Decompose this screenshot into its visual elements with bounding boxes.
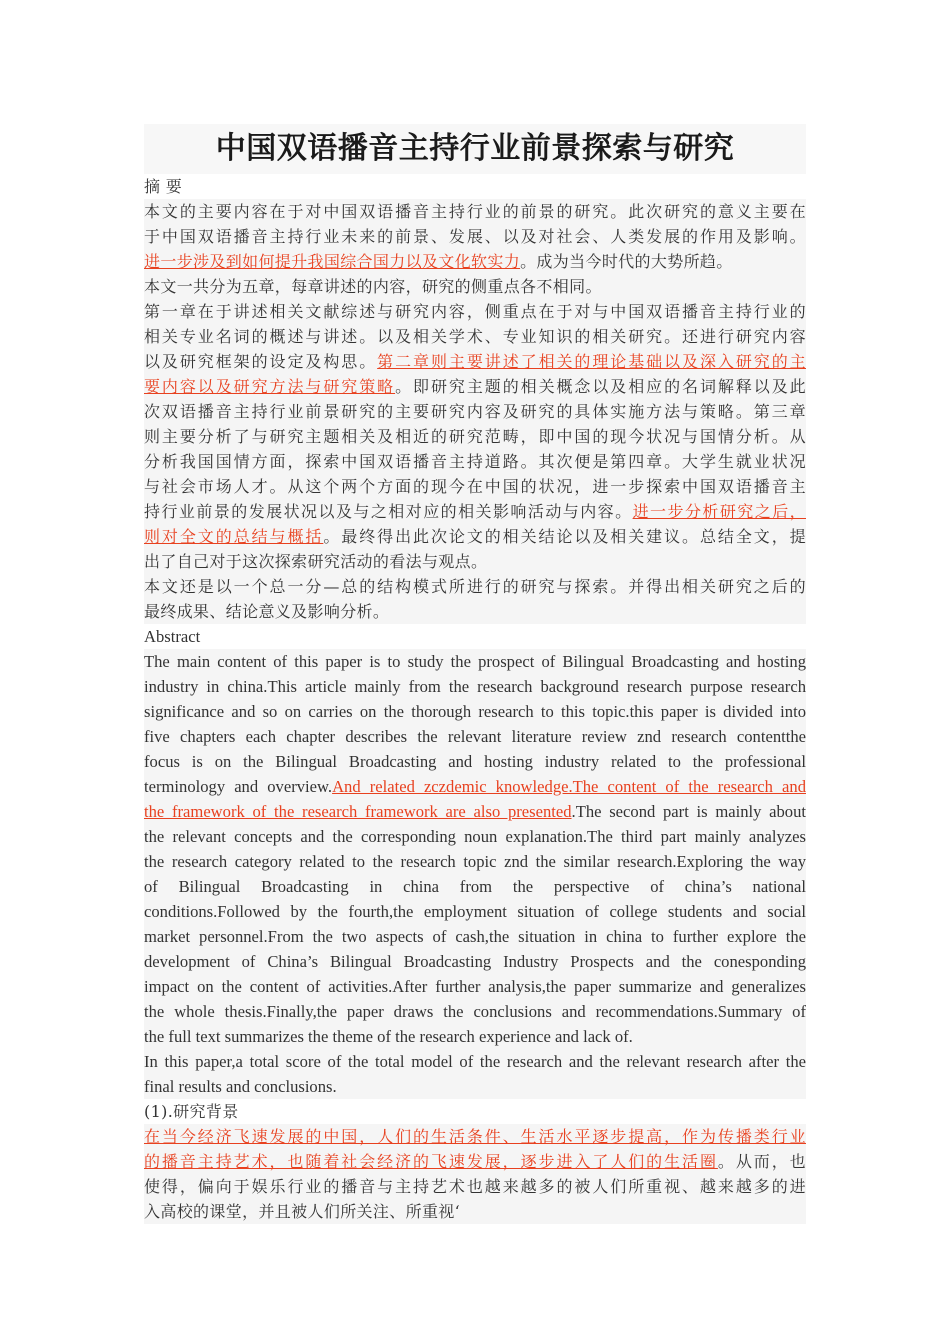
section-heading-research-background: (1).研究背景 (144, 1102, 239, 1121)
text-line (144, 349, 806, 374)
text-line: 与社会市场人才。从这个两个方面的现今在中国的状况，进一步探索中国双语播音主 (144, 474, 806, 499)
text-line (144, 1124, 806, 1149)
highlighted-text: 进一步涉及到如何提升我国综合国力以及文化软实力 (144, 252, 521, 271)
research-background-paragraph (144, 1124, 806, 1224)
text-line: 第一章在于讲述相关文献综述与研究内容，侧重点在于对与中国双语播音主持行业的 (144, 299, 806, 324)
abstract-zh-heading: 摘 要 (144, 177, 183, 196)
highlighted-text: 第二章则主要讲述了相关的理论基础以及深入研究的主 (377, 352, 806, 371)
abstract-en-paragraph-1 (144, 649, 806, 1049)
text-span: 持行业前景的发展状况以及与之相对应的相关影响活动与内容。 (144, 502, 633, 521)
abstract-zh-paragraph-4 (144, 574, 806, 624)
highlighted-text: 要内容以及研究方法与研究策略 (144, 377, 396, 396)
text-line (144, 249, 806, 274)
text-line: the relevant concepts and the corresponding noun explanation.The third part mainly analyzes (144, 824, 806, 849)
text-line (144, 799, 806, 824)
text-line: In this paper,a total score of the total model of the research and the relevant research after the (144, 1049, 806, 1074)
highlighted-text: 进一步分析研究之后， (632, 502, 806, 521)
text-span: terminology and overview. (144, 777, 333, 796)
text-line (144, 524, 806, 549)
document-title: 中国双语播音主持行业前景探索与研究 (144, 124, 806, 174)
text-line (144, 374, 806, 399)
highlighted-text: And related zczdemic knowledge.The content of the research and (332, 777, 806, 796)
text-line: industry in china.This article mainly from the research background research purpose research (144, 674, 806, 699)
text-line: 本文的主要内容在于对中国双语播音主持行业的前景的研究。此次研究的意义主要在 (144, 199, 806, 224)
text-line: 分析我国国情方面，探索中国双语播音主持道路。其次便是第四章。大学生就业状况 (144, 449, 806, 474)
text-line: 最终成果、结论意义及影响分析。 (144, 599, 806, 624)
highlighted-text: 则对全文的总结与概括 (144, 527, 324, 546)
text-span: 。最终得出此次论文的相关结论以及相关建议。总结全文，提 (323, 527, 806, 546)
text-line: significance and so on carries on the thorough research to this topic.this paper is divided into (144, 699, 806, 724)
text-line: 次双语播音主持行业前景研究的主要研究内容及研究的具体实施方法与策略。第三章 (144, 399, 806, 424)
text-line: 于中国双语播音主持行业未来的前景、发展、以及对社会、人类发展的作用及影响。 (144, 224, 806, 249)
text-line: 相关专业名词的概述与讲述。以及相关学术、专业知识的相关研究。还进行研究内容 (144, 324, 806, 349)
text-line (144, 1149, 806, 1174)
text-line: impact on the content of activities.After further analysis,the paper summarize and generalizes (144, 974, 806, 999)
text-line (144, 774, 806, 799)
text-line: 出了自己对于这次探索研究活动的看法与观点。 (144, 549, 806, 574)
text-span: 。即研究主题的相关概念以及相应的名词解释以及此 (395, 377, 806, 396)
abstract-en-paragraph-2 (144, 1049, 806, 1099)
text-line: conditions.Followed by the fourth,the employment situation of college students and social (144, 899, 806, 924)
text-line: the full text summarizes the theme of the research experience and lack of. (144, 1024, 806, 1049)
highlighted-text: the framework of the research framework are also presented (144, 802, 572, 821)
text-span: 。从而，也 (717, 1152, 806, 1171)
text-span: .The second part is mainly about (571, 802, 806, 821)
text-span: 。成为当今时代的大势所趋。 (520, 252, 733, 271)
text-line: 本文还是以一个总一分—总的结构模式所进行的研究与探索。并得出相关研究之后的 (144, 574, 806, 599)
highlighted-text: 在当今经济飞速发展的中国，人们的生活条件、生活水平逐步提高，作为传播类行业 (144, 1127, 806, 1146)
text-line: final results and conclusions. (144, 1074, 806, 1099)
highlighted-text: 的播音主持艺术，也随着社会经济的飞速发展，逐步进入了人们的生活圈 (144, 1152, 718, 1171)
abstract-en-heading: Abstract (144, 627, 201, 646)
text-line: 使得，偏向于娱乐行业的播音与主持艺术也越来越多的被人们所重视、越来越多的进 (144, 1174, 806, 1199)
text-span: 以及研究框架的设定及构思。 (144, 352, 378, 371)
text-line: The main content of this paper is to study the prospect of Bilingual Broadcasting and hosting (144, 649, 806, 674)
text-line: the whole thesis.Finally,the paper draws the conclusions and recommendations.Summary of (144, 999, 806, 1024)
text-line: development of China’s Bilingual Broadcasting Industry Prospects and the conesponding (144, 949, 806, 974)
document-page (144, 124, 806, 1224)
text-line (144, 499, 806, 524)
text-line: focus is on the Bilingual Broadcasting and hosting industry related to the professional (144, 749, 806, 774)
text-line: the research category related to the research topic znd the similar research.Exploring the way (144, 849, 806, 874)
text-line: 入高校的课堂，并且被人们所关注、所重视‘ (144, 1199, 806, 1224)
abstract-zh-paragraph-2: 本文一共分为五章，每章讲述的内容，研究的侧重点各不相同。 (144, 274, 806, 299)
abstract-zh-paragraph-3 (144, 299, 806, 574)
text-line: of Bilingual Broadcasting in china from the perspective of china’s national (144, 874, 806, 899)
text-line: market personnel.From the two aspects of cash,the situation in china to further explore the (144, 924, 806, 949)
text-line: 则主要分析了与研究主题相关及相近的研究范畴，即中国的现今状况与国情分析。从 (144, 424, 806, 449)
text-line: five chapters each chapter describes the relevant literature review znd research contentthe (144, 724, 806, 749)
abstract-zh-paragraph-1 (144, 199, 806, 274)
